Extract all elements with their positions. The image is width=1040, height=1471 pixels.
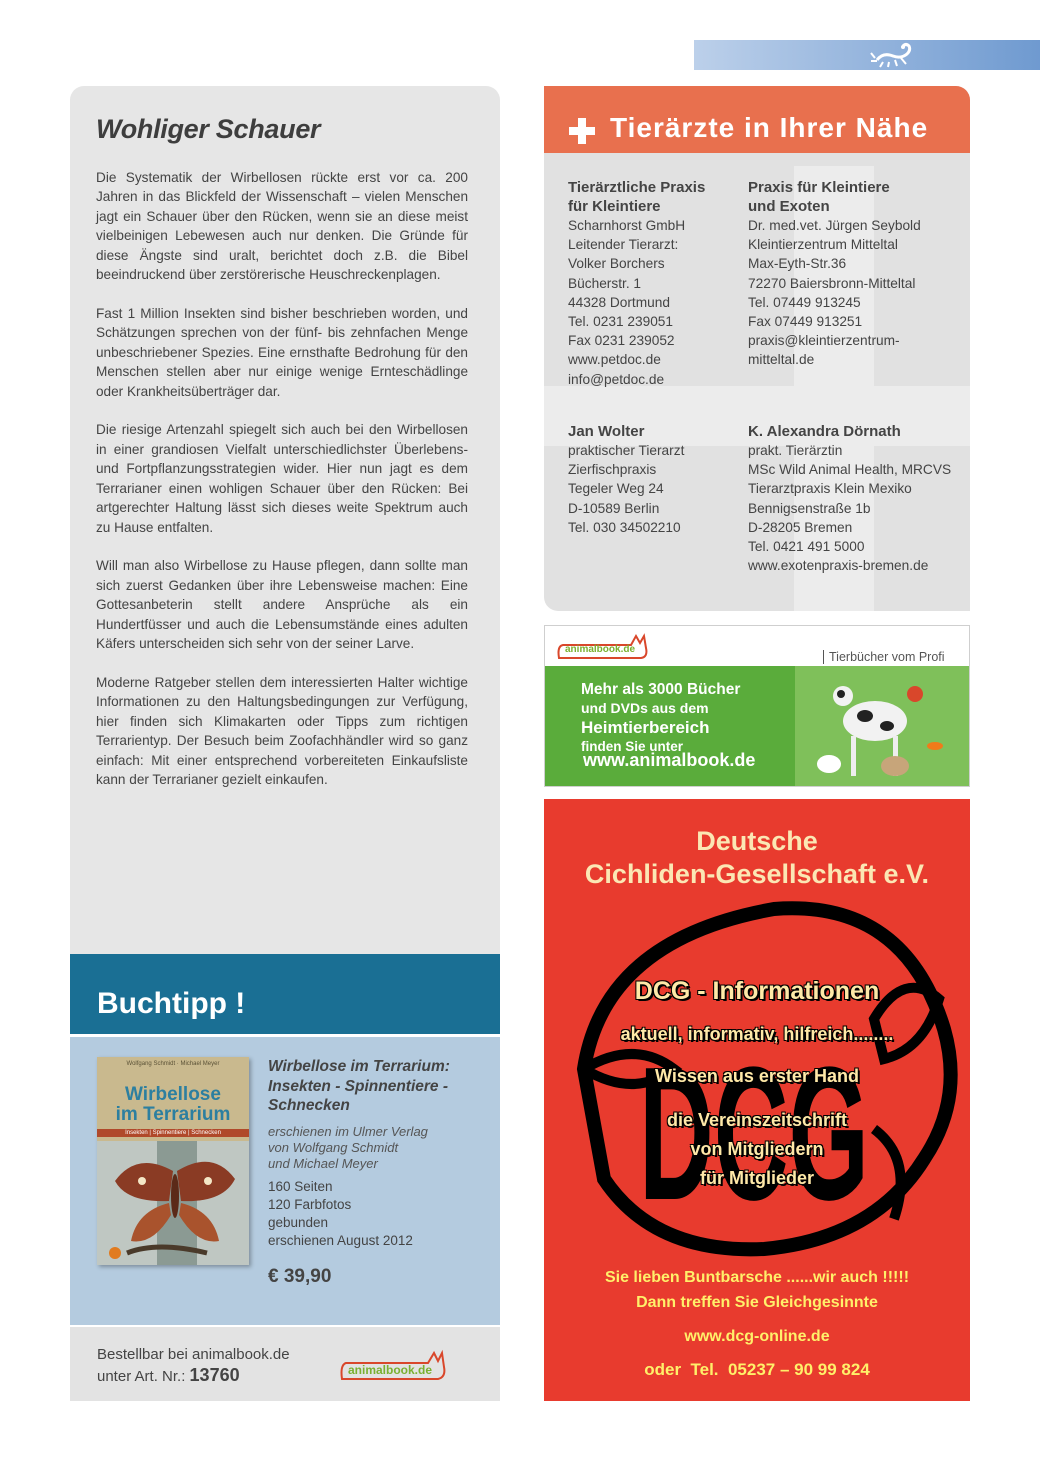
vet-line: MSc Wild Animal Health, MRCVS: [748, 462, 952, 478]
dcg-bottom-line: Dann treffen Sie Gleichgesinnte: [636, 1294, 878, 1311]
vet-line: Scharnhorst GmbH: [568, 218, 686, 233]
book-publisher: [268, 1124, 480, 1172]
dcg-title-line: Deutsche: [696, 826, 818, 856]
dcg-bottom-line: Sie lieben Buntbarsche ......wir auch !!!!!: [604, 1269, 910, 1286]
vet-line: praktischer Tierarzt: [568, 443, 685, 458]
book-title-line: Insekten - Spinnentiere -: [268, 1077, 449, 1095]
vet-name-line: für Kleintiere: [568, 198, 661, 215]
vet-line: 44328 Dortmund: [568, 294, 670, 310]
book-spec: 160 Seiten: [268, 1178, 333, 1194]
book-spec: 120 Farbfotos: [268, 1196, 352, 1212]
vet-line: Kleintierzentrum Mitteltal: [748, 237, 898, 253]
dcg-title-line: Cichliden-Gesellschaft e.V.: [584, 859, 930, 889]
first-aid-cross-icon: [569, 118, 595, 144]
dcg-line: von Mitgliedern: [690, 1139, 824, 1159]
vet-line: Tel. 030 34502210: [568, 519, 681, 535]
vets-heading: Tierärzte in Ihrer Nähe: [610, 112, 929, 143]
ad-line: Mehr als 3000 Bücher: [581, 681, 741, 698]
ad-line: finden Sie unter: [581, 739, 684, 754]
animalbook-logo-text: animalbook.de: [348, 1363, 433, 1377]
animalbook-logo[interactable]: [338, 1347, 448, 1383]
book-cover-title-line: im Terrarium: [115, 1104, 231, 1125]
vets-panel: [544, 86, 970, 611]
book-cover[interactable]: [97, 1057, 249, 1265]
article-paragraph: Die riesige Artenzahl spiegelt sich auch bei den Wirbellosen in einer grandiosen Vielfalt unterschiedlichster Überlebens- und Fortpflanzungsstrategien wider. Hier nun jagt es dem Terrarianer einen wohligen Schauer über den Rücken: Bei artgerechter Haltung lässt sich dieses weite Spektrum auch zu Hause entfalten.: [96, 422, 468, 535]
dcg-title: [544, 825, 970, 891]
vet-line: Fax 0231 239052: [568, 333, 675, 349]
animalbook-ad-text: [581, 680, 740, 756]
dcg-line: Wissen aus erster Hand: [655, 1066, 859, 1086]
animalbook-url-link[interactable]: www.animalbook.de: [583, 750, 756, 770]
vets-header: [544, 86, 970, 153]
vet-website-link[interactable]: www.exotenpraxis-bremen.de: [748, 558, 929, 574]
book-title-line: Wirbellose im Terrarium:: [268, 1058, 450, 1075]
book-spec: erschienen August 2012: [268, 1232, 413, 1248]
vet-line: Tegeler Weg 24: [568, 481, 664, 497]
vet-line: 72270 Baiersbronn-Mitteltal: [748, 275, 916, 291]
book-price: € 39,90: [268, 1265, 332, 1287]
vet-entry: [748, 178, 921, 370]
animalbook-ad[interactable]: [544, 625, 970, 787]
book-cover-title: [97, 1085, 249, 1125]
book-spec: gebunden: [268, 1214, 329, 1230]
pets-image: [795, 666, 969, 786]
vet-line: Zierfischpraxis: [568, 462, 657, 478]
vet-name-line: und Exoten: [748, 198, 830, 215]
animalbook-ad-banner: [545, 666, 969, 786]
book-cover-title-line: Wirbellose: [125, 1084, 221, 1105]
vet-line: Bücherstr. 1: [568, 275, 642, 291]
article-paragraph: Moderne Ratgeber stellen dem interessierten Halter wichtige Informationen zu den Haltungsbedingungen zur Verfügung, hier finden sich Klimakarten oder Tipps zum richtigen Terrarientyp. Der Besuch beim Zoofachhändler wird so ganz einfach: Mit einer entsprechend vorbereiteten Einkaufsliste kann der Terrarianer gezielt einkaufen.: [96, 674, 468, 787]
vet-line: Bennigsenstraße 1b: [748, 500, 871, 516]
order-footer: [70, 1327, 500, 1401]
ad-line: Heimtierbereich: [581, 718, 710, 737]
vet-website-link[interactable]: www.petdoc.de: [568, 352, 661, 368]
vet-line: Tierarztpraxis Klein Mexiko: [748, 481, 912, 497]
vet-email-link[interactable]: praxis@kleintierzentrum-: [748, 333, 900, 349]
dcg-line: aktuell, informativ, hilfreich........: [620, 1024, 894, 1044]
vet-line: Volker Borchers: [568, 256, 665, 272]
vet-line: Tel. 0421 491 5000: [748, 539, 865, 555]
book-title-line: Schnecken: [268, 1097, 350, 1115]
vet-name-line: Tierärztliche Praxis: [568, 179, 706, 196]
article-number: 13760: [189, 1365, 240, 1385]
vet-entry: [568, 422, 684, 537]
book-publisher-line: von Wolfgang Schmidt: [268, 1139, 399, 1155]
order-line: [97, 1365, 290, 1387]
article-paragraph: Fast 1 Million Insekten sind bisher beschrieben worden, und Schätzungen sprechen von der fünf- bis zehnfachen Menge unbeschriebener Spezies. Eine ernsthafte Bedrohung für den Menschen stellen aber nur einige wenige Ernteschädlinge oder Krankheitsüberträger dar.: [96, 305, 468, 399]
vet-email-link[interactable]: mitteltal.de: [748, 352, 815, 368]
vet-name-line: Praxis für Kleintiere: [748, 179, 890, 196]
dcg-ad: [544, 799, 970, 1401]
vet-entry: [748, 422, 951, 575]
vet-name-line: Jan Wolter: [568, 423, 645, 440]
vet-line: Tel. 07449 913245: [748, 294, 861, 310]
article-paragraph: Die Systematik der Wirbellosen rückte erst vor ca. 200 Jahren in das Blickfeld der Wissenschaft – vielen Menschen jagt ein Schauer über den Rücken, wenn sie an diese meist vielbeinigen Lebewesen auch nur denken. Die Gründe für diese Ängste sind uralt, berichtet doch z.B. die Bibel beeindruckend über zerstörerische Heuschreckenplagen.: [96, 170, 468, 283]
buchtipp-header: [70, 954, 500, 1034]
vet-line: D-10589 Berlin: [568, 500, 660, 516]
vet-name: [748, 422, 951, 441]
dcg-website-link[interactable]: www.dcg-online.de: [684, 1328, 830, 1345]
animalbook-ad-logo-text: animalbook.de: [565, 644, 636, 655]
dcg-line: die Vereinszeitschrift: [666, 1110, 848, 1130]
header-bar: [694, 40, 1040, 70]
dcg-line: für Mitglieder: [699, 1168, 814, 1188]
animalbook-tagline: Tierbücher vom Profi: [823, 650, 945, 664]
article-title: Wohliger Schauer: [96, 114, 321, 144]
book-cover-authors: Wolfgang Schmidt · Michael Meyer: [126, 1061, 220, 1067]
book-publisher-line: und Michael Meyer: [268, 1155, 378, 1171]
dcg-phone: oder Tel. 05237 – 90 99 824: [644, 1360, 870, 1379]
article-body: [96, 168, 468, 809]
order-info: [97, 1344, 290, 1387]
article-panel: [70, 86, 500, 954]
vet-line: Max-Eyth-Str.36: [748, 256, 847, 272]
vet-line: D-28205 Bremen: [748, 519, 853, 535]
ad-line: und DVDs aus dem: [581, 700, 709, 716]
book-info: [268, 1057, 480, 1288]
animalbook-ad-logo[interactable]: [555, 632, 651, 662]
vet-line: Fax 07449 913251: [748, 314, 863, 330]
dcg-headline: DCG - Informationen: [634, 977, 880, 1005]
scorpion-icon: [869, 42, 919, 68]
buchtipp-heading: Buchtipp !: [97, 987, 246, 1020]
vet-line: Dr. med.vet. Jürgen Seybold: [748, 218, 921, 233]
book-specs: [268, 1178, 480, 1250]
book-publisher-line: erschienen im Ulmer Verlag: [268, 1123, 428, 1139]
order-prefix: unter Art. Nr.:: [97, 1368, 190, 1385]
vet-name: [568, 422, 684, 441]
vet-entry: [568, 178, 705, 389]
vet-name-line: K. Alexandra Dörnath: [748, 423, 901, 440]
vet-line: Leitender Tierarzt:: [568, 237, 679, 253]
vet-line: prakt. Tierärztin: [748, 443, 843, 458]
vet-name: [568, 178, 705, 216]
vet-name: [748, 178, 921, 216]
book-cover-strip: Insekten | Spinnentiere | Schnecken: [97, 1129, 249, 1137]
vet-line: Tel. 0231 239051: [568, 314, 674, 330]
article-paragraph: Will man also Wirbellose zu Hause pflegen, dann sollte man sich zuerst Gedanken über ihre Lebensweise machen: Eine Gottesanbeterin stellt andere Ansprüche als ein Hundertfüsser und auch die Lebensumstände eines adulten Käfers unterscheiden sich sehr von der seiner Larve.: [96, 558, 468, 652]
vet-email-link[interactable]: info@petdoc.de: [568, 371, 665, 387]
dcg-logo-letters: DCG: [639, 1028, 869, 1240]
order-line: Bestellbar bei animalbook.de: [97, 1346, 290, 1363]
buchtipp-panel: [70, 1037, 500, 1325]
book-title: [268, 1057, 480, 1116]
moth-image: [97, 1141, 249, 1265]
